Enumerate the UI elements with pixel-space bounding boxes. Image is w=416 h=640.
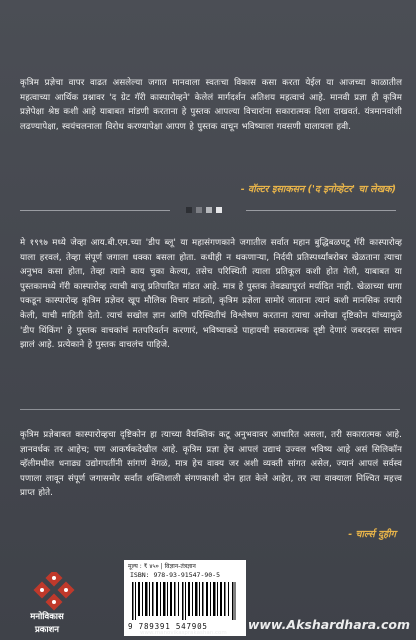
divider-square: [196, 207, 202, 213]
watermark: www.Akshardhara.com: [247, 617, 410, 632]
quote-charles-duhigg: [20, 428, 402, 501]
quote1-text: कृत्रिम प्रज्ञेचा वापर वाढत असलेल्या जगात मानवाला स्वतःचा विकास कसा करता येईल या आजच्या काळातील महत्वाच्या आर्थिक प्रश्नावर 'द ग्रेट गॅरी कास्पारोव्हने' केलेलं मार्गदर्शन अतिशय महत्वाचं आहे. मानवी प्रज्ञा ही कृत्रिम प्रज्ञेपेक्षा श्रेष्ठ कशी आहे याबाबत मांडणी करताना हे पुस्तक आपल्या विचारांना सकारात्मक दिशा दाखवतं. यंत्रमानवांशी लढण्यापेक्षा, स्वयंचलनाला विरोध करण्यापेक्षा आपण हे पुस्तक वाचून भविष्याला गवसणी घालायला हवी.: [20, 78, 402, 132]
price-line: मूल्य : ₹ ४५० | विज्ञान-तंत्रज्ञान: [128, 563, 196, 570]
quote1-attribution: - वॉल्टर इसाकसन ('द इनोव्हेटर' चा लेखक): [240, 184, 396, 195]
book-description: [20, 236, 402, 353]
publisher-url: www.manovikasprakashan.com: [140, 630, 227, 636]
divider-square: [206, 207, 212, 213]
publisher-name-sub: प्रकाशन: [34, 625, 60, 635]
divider-right: [246, 210, 396, 214]
quote2-text: कृत्रिम प्रज्ञेबाबत कास्पारोव्हचा दृष्टिकोन हा त्याच्या वैयक्तिक कटू अनुभवावर आधारित असला, तरी सकारात्मक आहे. ज्ञानवर्धक तर आहेच; पण आकर्षकदेखील आहे. कृत्रिम प्रज्ञा हेच आपलं उद्याचं उज्वल भविष्य आहे असं सिलिकॉन व्हॅलीमधील धनाढ्य उद्योगपतींनी सांगणं वेगळं, मात्र हेच वाक्य जर अशी व्यक्ती सांगत असेल, ज्यानं आपलं सर्वस्व पणाला लावून संपूर्ण जगासमोर सर्वांत शक्तिशाली संगणकाशी दोन हात केले आहेत, तर त्या वाक्याला निश्चित महत्त्व प्राप्त होते.: [20, 430, 402, 499]
publisher-name: मनोविकास: [30, 612, 64, 622]
isbn-text: ISBN: 978-93-91547-90-5: [130, 571, 221, 579]
divider-line: [20, 409, 400, 410]
divider-square: [216, 207, 222, 213]
description-text: मे १९९७ मध्ये जेव्हा आय.बी.एम.च्या 'डीप ब्लू' या महासंगणकाने जगातील सर्वात महान बुद्धिबळपटू गॅरी कास्पारोव्ह याला हरवलं, तेव्हा संपूर्ण जगाला धक्का बसला होता. कधीही न थकणाऱ्या, निर्दयी प्रतिस्पर्ध्यांबरोबर खेळताना त्याचा अनुभव कसा होता, तेव्हा त्याने काय चुका केल्या, तसेच परिस्थिती त्याला प्रतिकूल कशी होत गेली, याबाबत या पुस्तकामध्ये गॅरी कास्पारोव्ह त्याची बाजू प्रतिपादित मांडत आहे. मात्र हे पुस्तक तेवढ्यापुरतं मर्यादित नाही. खेळाच्या धागा पकडून कास्पारोव्ह कृत्रिम प्रज्ञेवर खूप मौलिक विचार मांडतो, कृत्रिम प्रज्ञेला सामोरं जाताना त्यानं कशी मानसिक तयारी केली, याची माहिती देतो. त्याचं सखोल ज्ञान आणि परिस्थितीचं विश्लेषण करताना त्याचा अनोखा दृष्टिकोन यांच्यामुळे 'डीप थिंकिंग' हे पुस्तक वाचकांचं मतपरिवर्तन करणारं, भविष्याकडे पाहायची सकारात्मक दृष्टी देणारं जबरदस्त साधन झालं आहे. प्रत्येकाने हे पुस्तक वाचलंच पाहिजे.: [20, 238, 402, 351]
quote-walter-isaacson: [20, 76, 402, 134]
divider-square: [186, 207, 192, 213]
barcode-number: 9 789391 547905: [128, 622, 208, 631]
barcode-icon: [132, 582, 236, 620]
barcode-panel: [124, 560, 246, 636]
quote2-attribution: - चार्ल्स दुहीग: [348, 529, 396, 540]
divider-left: [20, 210, 170, 214]
